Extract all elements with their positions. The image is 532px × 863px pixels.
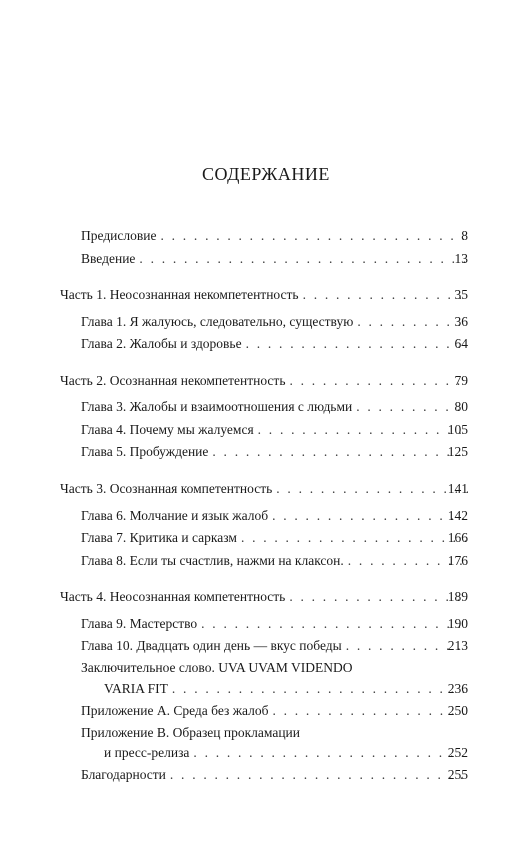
entry-label: Глава 7. Критика и сарказм — [81, 530, 237, 545]
entry-label: Глава 1. Я жалуюсь, следовательно, существую — [81, 314, 354, 329]
entry-page: 213 — [447, 638, 468, 653]
toc-entry-part-3[interactable] — [0, 479, 532, 499]
entry-page: 190 — [447, 616, 468, 631]
toc-entry-part-1[interactable] — [0, 285, 532, 305]
entry-label: Введение — [81, 251, 136, 266]
toc-entry-chapter-7[interactable] — [0, 528, 532, 548]
entry-label: Часть 1. Неосознанная некомпетентность — [60, 287, 299, 302]
entry-page: 236 — [447, 681, 468, 696]
toc-entry-chapter-3[interactable] — [0, 397, 532, 417]
entry-label: VARIA FIT — [104, 681, 168, 696]
leader-dots — [170, 765, 468, 785]
entry-page: 79 — [454, 373, 468, 388]
entry-page: 13 — [454, 251, 468, 266]
entry-page: 255 — [447, 767, 468, 782]
leader-dots — [193, 743, 468, 763]
toc-entry-chapter-2[interactable] — [0, 334, 532, 354]
entry-label: Глава 9. Мастерство — [81, 616, 198, 631]
entry-page: 125 — [447, 444, 468, 459]
entry-page: 8 — [461, 228, 468, 243]
toc-entry-appendix-b[interactable] — [0, 743, 532, 763]
entry-label: Часть 3. Осознанная компетентность — [60, 481, 273, 496]
entry-label: Часть 2. Осознанная некомпетентность — [60, 373, 286, 388]
toc-entry-chapter-1[interactable] — [0, 312, 532, 332]
entry-label: Глава 6. Молчание и язык жалоб — [81, 508, 269, 523]
entry-page: 250 — [447, 703, 468, 718]
entry-label: Предисловие — [81, 228, 157, 243]
entry-page: 166 — [447, 530, 468, 545]
entry-page: 189 — [447, 589, 468, 604]
entry-page: 252 — [447, 745, 468, 760]
toc-entry-afterword[interactable] — [0, 679, 532, 699]
toc-entry-chapter-5[interactable] — [0, 442, 532, 462]
toc-entry-chapter-4[interactable] — [0, 420, 532, 440]
entry-page: 105 — [447, 422, 468, 437]
entry-label: Глава 4. Почему мы жалуемся — [81, 422, 254, 437]
entry-label: Часть 4. Неосознанная компетентность — [60, 589, 286, 604]
entry-label: Глава 5. Пробуждение — [81, 444, 209, 459]
entry-page: 80 — [454, 399, 468, 414]
entry-page: 176 — [447, 553, 468, 568]
entry-label: Глава 8. Если ты счастлив, нажми на клаксон. — [81, 553, 344, 568]
toc-entry-preface[interactable] — [0, 226, 532, 246]
leader-dots — [201, 614, 468, 634]
toc-entry-part-4[interactable] — [0, 587, 532, 607]
toc-entry-appendix-a[interactable] — [0, 701, 532, 721]
toc-entry-chapter-9[interactable] — [0, 614, 532, 634]
leader-dots — [172, 679, 468, 699]
toc-entry-chapter-10[interactable] — [0, 636, 532, 656]
entry-label: Глава 10. Двадцать один день — вкус победы — [81, 638, 342, 653]
leader-dots — [139, 249, 468, 269]
entry-label: Благодарности — [81, 767, 166, 782]
entry-page: 64 — [454, 336, 468, 351]
toc-entry-appendix-b-line1[interactable] — [0, 723, 532, 743]
entry-label: и пресс-релиза — [104, 745, 190, 760]
toc-entry-acknowledgements[interactable] — [0, 765, 532, 785]
toc-title: СОДЕРЖАНИЕ — [202, 164, 330, 184]
entry-page: 35 — [454, 287, 468, 302]
entry-page: 141 — [447, 481, 468, 496]
toc-entry-chapter-6[interactable] — [0, 506, 532, 526]
toc-entry-introduction[interactable] — [0, 249, 532, 269]
leader-dots — [160, 226, 468, 246]
entry-label: Глава 3. Жалобы и взаимоотношения с людьми — [81, 399, 353, 414]
entry-page: 142 — [447, 508, 468, 523]
toc-entry-afterword-line1[interactable] — [0, 658, 532, 678]
entry-label: Приложение А. Среда без жалоб — [81, 703, 269, 718]
toc-entry-part-2[interactable] — [0, 371, 532, 391]
entry-label: Глава 2. Жалобы и здоровье — [81, 336, 242, 351]
entry-label-line1: Приложение В. Образец прокламации — [81, 725, 300, 740]
toc-entry-chapter-8[interactable] — [0, 551, 532, 571]
entry-label-line1: Заключительное слово. UVA UVAM VIDENDO — [81, 660, 353, 675]
entry-page: 36 — [454, 314, 468, 329]
